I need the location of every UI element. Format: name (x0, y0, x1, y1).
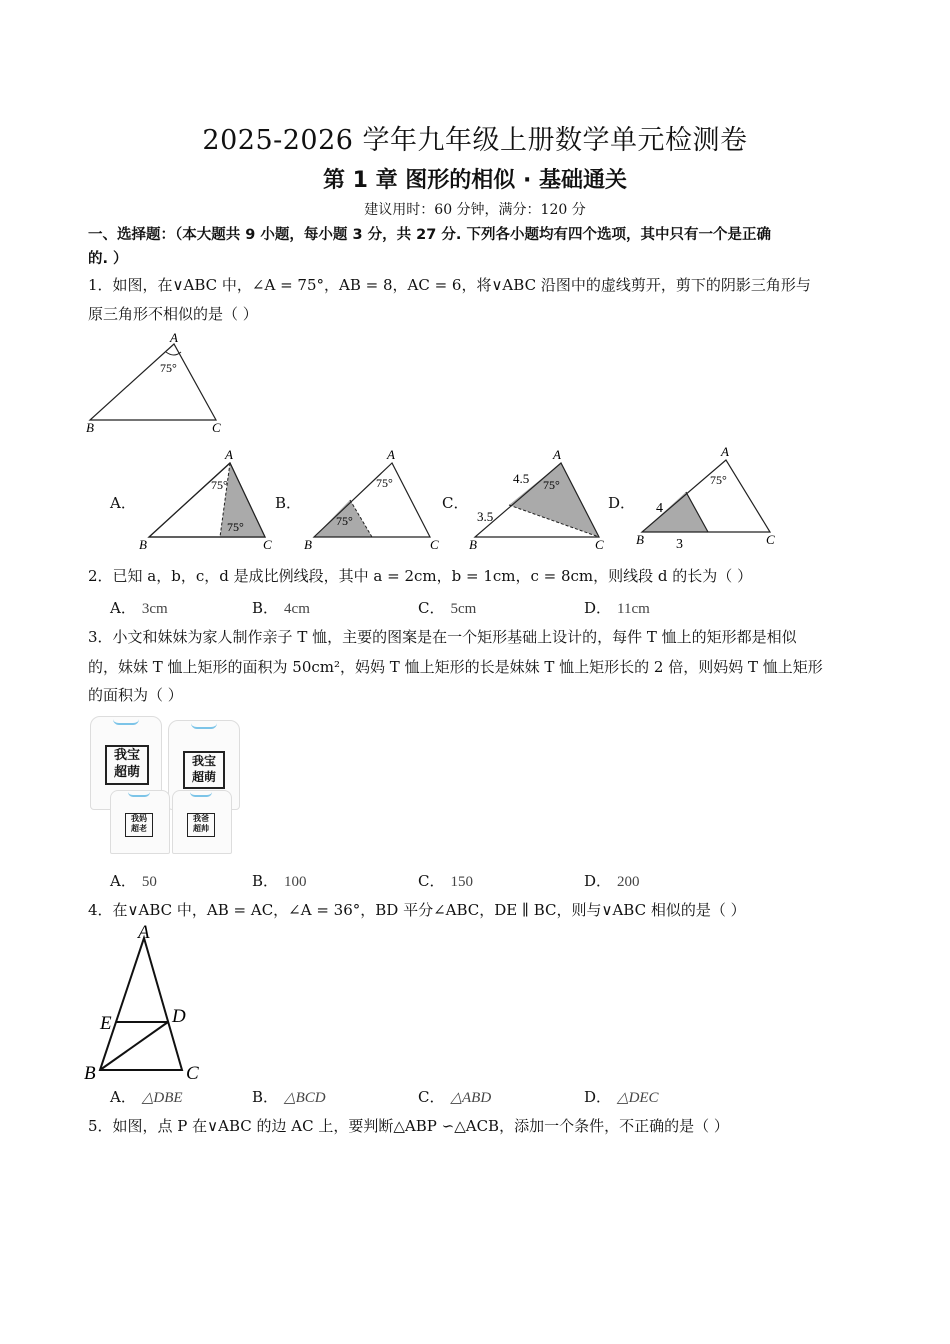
option-letter: B． (252, 1088, 279, 1106)
option-letter: D． (584, 872, 612, 890)
option-letter: A． (110, 872, 136, 890)
shirt-text: 超帅 (193, 824, 209, 833)
angle-label: 75° (543, 478, 560, 492)
chapter-subtitle: 第 1 章 图形的相似 · 基础通关 (323, 168, 627, 193)
label-a: A (553, 447, 561, 462)
option-letter: D． (584, 599, 612, 617)
label-b: B (139, 537, 147, 552)
label-d: D (172, 1006, 186, 1027)
q4-option-c[interactable] (418, 1086, 491, 1107)
time-info: 建议用时：60 分钟，满分：120 分 (364, 202, 586, 218)
q1-main-figure (80, 330, 240, 435)
label-b: B (84, 1063, 96, 1084)
label-e: E (100, 1013, 112, 1034)
q3-option-c[interactable] (418, 870, 473, 891)
q2-option-a[interactable] (110, 597, 168, 618)
angle-label: 75° (336, 514, 353, 528)
label-b: B (469, 537, 477, 552)
q3-text-cont2: 的面积为（ ） (88, 686, 183, 704)
option-value: △DEC (617, 1090, 659, 1106)
length-label: 3.5 (477, 509, 494, 524)
q1-option-a-figure (135, 445, 285, 555)
option-letter: A． (110, 599, 136, 617)
option-value: △DBE (141, 1090, 183, 1106)
shirt-text: 超萌 (113, 765, 140, 780)
section-heading: 一、选择题：（本大题共 9 小题，每小题 3 分，共 27 分. 下列各小题均有四个选项，其中只有一个是正确 (88, 227, 771, 243)
q1-option-a[interactable]: A． (110, 494, 136, 512)
length-label: 4 (656, 501, 663, 516)
label-c: C (595, 537, 604, 552)
option-letter: C． (418, 599, 445, 617)
angle-label: 75° (710, 473, 727, 487)
section-heading-cont: 的. ） (88, 251, 128, 267)
q1-option-c-figure (465, 445, 615, 555)
option-value: 50 (141, 874, 157, 890)
q2-option-b[interactable] (252, 597, 310, 618)
q1-text: 1．如图，在∨ABC 中，∠A = 75°，AB = 8，AC = 6，将∨ABC 沿图中的虚线剪开，剪下的阴影三角形与 (88, 276, 811, 294)
option-letter: B． (252, 599, 279, 617)
q1-text-cont: 原三角形不相似的是（ ） (88, 305, 258, 323)
label-a: A (721, 444, 729, 459)
angle-label: 75° (376, 476, 393, 490)
label-b: B (304, 537, 312, 552)
q3-option-d[interactable] (584, 870, 640, 891)
option-letter: C． (418, 872, 445, 890)
q4-text: 4．在∨ABC 中，AB = AC，∠A = 36°，BD 平分∠ABC，DE ∥ BC，则与∨ABC 相似的是（ ） (88, 901, 746, 919)
q1-option-c[interactable]: C． (442, 494, 469, 512)
label-a: A (170, 330, 178, 345)
angle-label: 75° (211, 478, 228, 492)
shirt-text: 我宝 (191, 754, 216, 768)
label-c: C (430, 537, 439, 552)
angle-label: 75° (160, 361, 177, 375)
q1-option-d-figure (630, 440, 790, 555)
q1-option-b-figure (300, 445, 450, 555)
q2-option-c[interactable] (418, 597, 476, 618)
label-c: C (186, 1063, 199, 1084)
label-a: A (138, 922, 150, 943)
q4-figure (82, 922, 222, 1087)
page-title: 2025-2026 学年九年级上册数学单元检测卷 (202, 125, 748, 156)
length-label: 3 (676, 537, 683, 552)
option-value: 3cm (141, 601, 168, 617)
shirt-text: 超萌 (191, 770, 216, 784)
label-b: B (86, 420, 94, 435)
option-letter: A． (110, 1088, 136, 1106)
shirt-text: 我爸 (193, 814, 209, 823)
shirt-text: 超老 (131, 824, 147, 833)
triangle-abc (90, 344, 216, 420)
isosceles-triangle (100, 938, 182, 1070)
option-value: 200 (617, 874, 640, 890)
q3-text-cont: 的，妹妹 T 恤上矩形的面积为 50cm²，妈妈 T 恤上矩形的长是妹妹 T 恤上矩形长的 2 倍，则妈妈 T 恤上矩形 (88, 658, 823, 676)
shirt-text: 我妈 (131, 814, 147, 823)
option-letter: D． (584, 1088, 612, 1106)
option-value: 150 (450, 874, 473, 890)
q5-text: 5．如图，点 P 在∨ABC 的边 AC 上，要判断△ABP ∽△ACB，添加一个条件，不正确的是（ ） (88, 1117, 729, 1135)
option-value: 4cm (284, 601, 310, 617)
q4-option-b[interactable] (252, 1086, 326, 1107)
option-letter: C． (418, 1088, 445, 1106)
q1-option-d[interactable]: D． (608, 494, 636, 512)
label-c: C (766, 532, 775, 547)
q4-option-a[interactable] (110, 1086, 183, 1107)
tshirt-photo (86, 712, 242, 854)
q2-option-d[interactable] (584, 597, 650, 618)
label-a: A (387, 447, 395, 462)
label-c: C (212, 420, 221, 435)
label-a: A (225, 447, 233, 462)
length-label: 4.5 (513, 471, 530, 486)
shirt-text: 我宝 (113, 748, 140, 763)
q3-text: 3．小文和妹妹为家人制作亲子 T 恤，主要的图案是在一个矩形基础上设计的，每件 T 恤上的矩形都是相似 (88, 628, 797, 646)
label-b: B (636, 532, 644, 547)
q4-option-d[interactable] (584, 1086, 659, 1107)
option-value: △ABD (450, 1090, 492, 1106)
q1-option-b[interactable]: B． (275, 494, 302, 512)
option-value: 100 (284, 874, 307, 890)
shirt-dad (172, 790, 232, 854)
option-value: △BCD (284, 1090, 326, 1106)
q3-option-a[interactable] (110, 870, 157, 891)
shaded-triangle (642, 492, 708, 532)
option-letter: B． (252, 872, 279, 890)
angle-label: 75° (227, 520, 244, 534)
option-value: 11cm (617, 601, 650, 617)
q3-option-b[interactable] (252, 870, 307, 891)
q2-text: 2．已知 a，b，c，d 是成比例线段，其中 a = 2cm，b = 1cm，c = 8cm，则线段 d 的长为（ ） (88, 567, 753, 585)
option-value: 5cm (450, 601, 477, 617)
shirt-mom (110, 790, 170, 854)
label-c: C (263, 537, 272, 552)
